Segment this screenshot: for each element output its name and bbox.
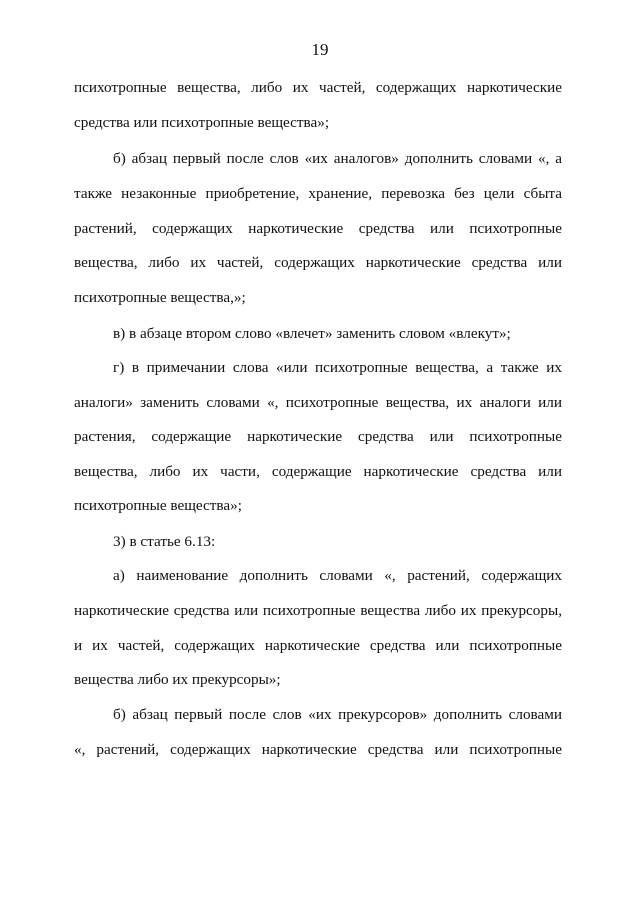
text-line: растения, содержащие наркотические средства или психотропные [74, 428, 562, 445]
text-line: психотропные вещества,»; [74, 289, 246, 306]
text-line: 3) в статье 6.13: [113, 533, 216, 550]
text-line: вещества, либо их частей, содержащих наркотические средства или [74, 254, 562, 271]
text-line: аналоги» заменить словами «, психотропные вещества, их аналоги или [74, 394, 562, 411]
text-line: б) абзац первый после слов «их прекурсоров» дополнить словами [113, 706, 562, 723]
text-line: средства или психотропные вещества»; [74, 114, 330, 131]
text-line: и их частей, содержащих наркотические средства или психотропные [74, 637, 562, 654]
text-line: вещества либо их прекурсоры»; [74, 671, 281, 688]
text-line: «, растений, содержащих наркотические средства или психотропные [74, 741, 562, 758]
page-number: 19 [311, 40, 329, 59]
text-line: также незаконные приобретение, хранение, перевозка без цели сбыта [74, 185, 562, 202]
text-line: а) наименование дополнить словами «, растений, содержащих [113, 567, 562, 584]
text-line: г) в примечании слова «или психотропные вещества, а также их [113, 359, 562, 376]
text-line: в) в абзаце втором слово «влечет» заменить словом «влекут»; [113, 325, 511, 342]
text-line: вещества, либо их части, содержащие наркотические средства или [74, 463, 562, 480]
text-line: психотропные вещества, либо их частей, содержащих наркотические [74, 79, 562, 96]
text-line: растений, содержащих наркотические средства или психотропные [74, 220, 562, 237]
text-line: психотропные вещества»; [74, 497, 242, 514]
text-line: б) абзац первый после слов «их аналогов» дополнить словами «, а [113, 150, 562, 167]
text-line: наркотические средства или психотропные вещества либо их прекурсоры, [74, 602, 562, 619]
